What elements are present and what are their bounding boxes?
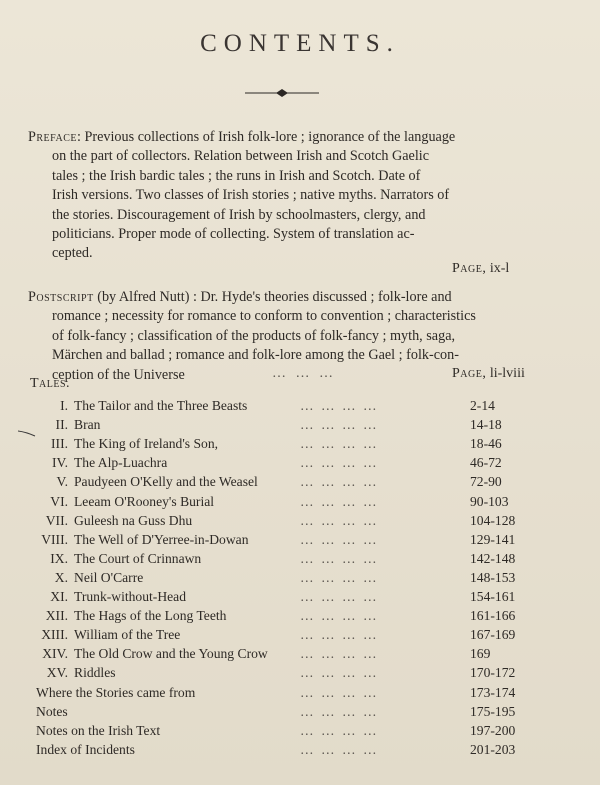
dot-leader: … … … … <box>300 417 379 433</box>
toc-entry <box>0 627 600 646</box>
entry-title: The Hags of the Long Teeth <box>74 608 227 624</box>
toc-entry <box>0 474 600 493</box>
toc-entry <box>0 532 600 551</box>
dot-leader: … … … … <box>300 665 379 681</box>
entry-numeral: XV. <box>46 665 68 681</box>
preface-line-2: on the part of collectors. Relation between Irish and Scotch Gaelic <box>52 148 430 165</box>
postscript-dot-leader: … … … <box>272 366 336 381</box>
entry-numeral: I. <box>60 398 68 413</box>
postscript-lead: Postscript <box>28 289 94 305</box>
entry-pages: 161-166 <box>470 608 516 624</box>
entry-title: The Alp-Luachra <box>74 455 168 471</box>
dot-leader: … … … … <box>300 493 379 509</box>
entry-numeral: V. <box>56 474 68 490</box>
toc-entry <box>0 608 600 627</box>
dot-leader: … … … … <box>300 455 379 471</box>
entry-numeral: IV. <box>52 455 68 471</box>
entry-pages: 142-148 <box>470 550 516 566</box>
entry-numeral: II. <box>55 417 68 433</box>
preface-entry <box>28 128 542 264</box>
entry-numeral: VII. <box>45 512 68 528</box>
ornament-divider <box>245 88 319 98</box>
entry-title: William of the Tree <box>74 627 181 643</box>
dot-leader: … … … … <box>300 531 379 547</box>
toc-entry <box>0 589 600 608</box>
entry-numeral: XII. <box>45 608 68 624</box>
toc-entry <box>0 742 600 761</box>
preface-line-5: the stories. Discouragement of Irish by schoolmasters, clergy, and <box>52 206 426 223</box>
dot-leader: … … … … <box>300 646 379 662</box>
entry-title: Index of Incidents <box>36 741 135 757</box>
entry-pages: 46-72 <box>470 455 502 471</box>
entry-pages: 2-14 <box>470 398 495 413</box>
entry-numeral: VIII. <box>41 531 68 547</box>
entry-title: Trunk-without-Head <box>74 589 187 604</box>
entry-pages: 148-153 <box>470 569 516 585</box>
postscript-line-2: romance ; necessity for romance to conform to convention ; characteristics <box>52 308 476 325</box>
postscript-line-5: ception of the Universe <box>52 366 185 383</box>
entry-numeral: X. <box>54 569 68 585</box>
preface-line-1: Preface: Previous collections of Irish folk-lore ; ignorance of the language <box>28 129 456 145</box>
toc-entry <box>0 494 600 513</box>
entry-pages: 18-46 <box>470 436 502 452</box>
entry-pages: 14-18 <box>470 417 502 433</box>
entry-numeral: XI. <box>50 589 68 604</box>
toc-entry <box>0 704 600 723</box>
dot-leader: … … … … <box>300 569 379 585</box>
entry-title: The Tailor and the Three Beasts <box>74 398 248 413</box>
toc-entry <box>0 685 600 704</box>
entry-title: Leeam O'Rooney's Burial <box>74 493 215 509</box>
entry-title: The Well of D'Yerree-in-Dowan <box>74 531 249 547</box>
entry-title: The Court of Crinnawn <box>74 550 202 566</box>
entry-title: The King of Ireland's Son, <box>74 436 219 452</box>
toc-entry <box>0 723 600 742</box>
entry-numeral: IX. <box>50 550 68 566</box>
entry-pages: 104-128 <box>470 512 516 528</box>
toc-entry <box>0 417 600 436</box>
dot-leader: … … … … <box>300 722 379 738</box>
dot-leader: … … … … <box>300 703 379 719</box>
entry-title: Guleesh na Guss Dhu <box>74 512 193 528</box>
entry-pages: 173-174 <box>470 684 516 700</box>
entry-title: Where the Stories came from <box>36 684 196 700</box>
entry-title: Bran <box>74 417 101 433</box>
dot-leader: … … … … <box>300 512 379 528</box>
preface-line-3: tales ; the Irish bardic tales ; the runs in Irish and Scotch. Date of <box>52 167 421 184</box>
dot-leader: … … … … <box>300 627 379 643</box>
dot-leader: … … … … <box>300 684 379 700</box>
dot-leader: … … … … <box>300 589 379 604</box>
toc-entry <box>0 646 600 665</box>
entry-pages: 129-141 <box>470 531 516 547</box>
postscript-line-1: Postscript (by Alfred Nutt) : Dr. Hyde's theories discussed ; folk-lore and <box>28 289 452 305</box>
dot-leader: … … … … <box>300 398 379 413</box>
preface-line-6: politicians. Proper mode of collecting. System of translation ac- <box>52 226 415 243</box>
toc-entry <box>0 513 600 532</box>
toc-entry <box>0 436 600 455</box>
entry-pages: 154-161 <box>470 589 516 604</box>
entry-pages: 72-90 <box>470 474 502 490</box>
preface-line-4: Irish versions. Two classes of Irish stories ; native myths. Narrators of <box>52 187 450 204</box>
dot-leader: … … … … <box>300 741 379 757</box>
entry-pages: 90-103 <box>470 493 509 509</box>
dot-leader: … … … … <box>300 474 379 490</box>
entry-title: Paudyeen O'Kelly and the Weasel <box>74 474 258 490</box>
page-title: CONTENTS. <box>200 30 400 57</box>
entry-pages: 169 <box>470 646 491 662</box>
entry-numeral: XIV. <box>42 646 68 662</box>
entry-pages: 167-169 <box>470 627 516 643</box>
entry-numeral: VI. <box>50 493 68 509</box>
entry-pages: 175-195 <box>470 703 516 719</box>
toc-entry <box>0 551 600 570</box>
postscript-line-4: Märchen and ballad ; romance and folk-lore among the Gael ; folk-con- <box>52 347 459 364</box>
toc-entry <box>0 665 600 684</box>
entry-pages: 170-172 <box>470 665 516 681</box>
entry-title: Riddles <box>74 665 116 681</box>
entry-title: Notes <box>36 703 68 719</box>
entry-title: Notes on the Irish Text <box>36 722 161 738</box>
dot-leader: … … … … <box>300 436 379 452</box>
tales-heading: Tales. <box>30 376 71 391</box>
toc-entry <box>0 398 600 417</box>
preface-line-7: cepted. <box>52 245 93 262</box>
toc-entry <box>0 455 600 474</box>
entry-title: Neil O'Carre <box>74 569 144 585</box>
dot-leader: … … … … <box>300 550 379 566</box>
postscript-page-ref: Page, li-lviii <box>452 366 525 381</box>
entry-pages: 197-200 <box>470 722 516 738</box>
postscript-line-3: of folk-fancy ; classification of the products of folk-fancy ; myth, saga, <box>52 327 456 344</box>
preface-lead: Preface <box>28 129 77 145</box>
toc-entry <box>0 570 600 589</box>
entry-numeral: XIII. <box>41 627 68 643</box>
entry-pages: 201-203 <box>470 741 516 757</box>
entry-title: The Old Crow and the Young Crow <box>74 646 268 662</box>
preface-page-ref: Page, ix-l <box>452 261 510 276</box>
entry-numeral: III. <box>51 436 68 452</box>
dot-leader: … … … … <box>300 608 379 624</box>
